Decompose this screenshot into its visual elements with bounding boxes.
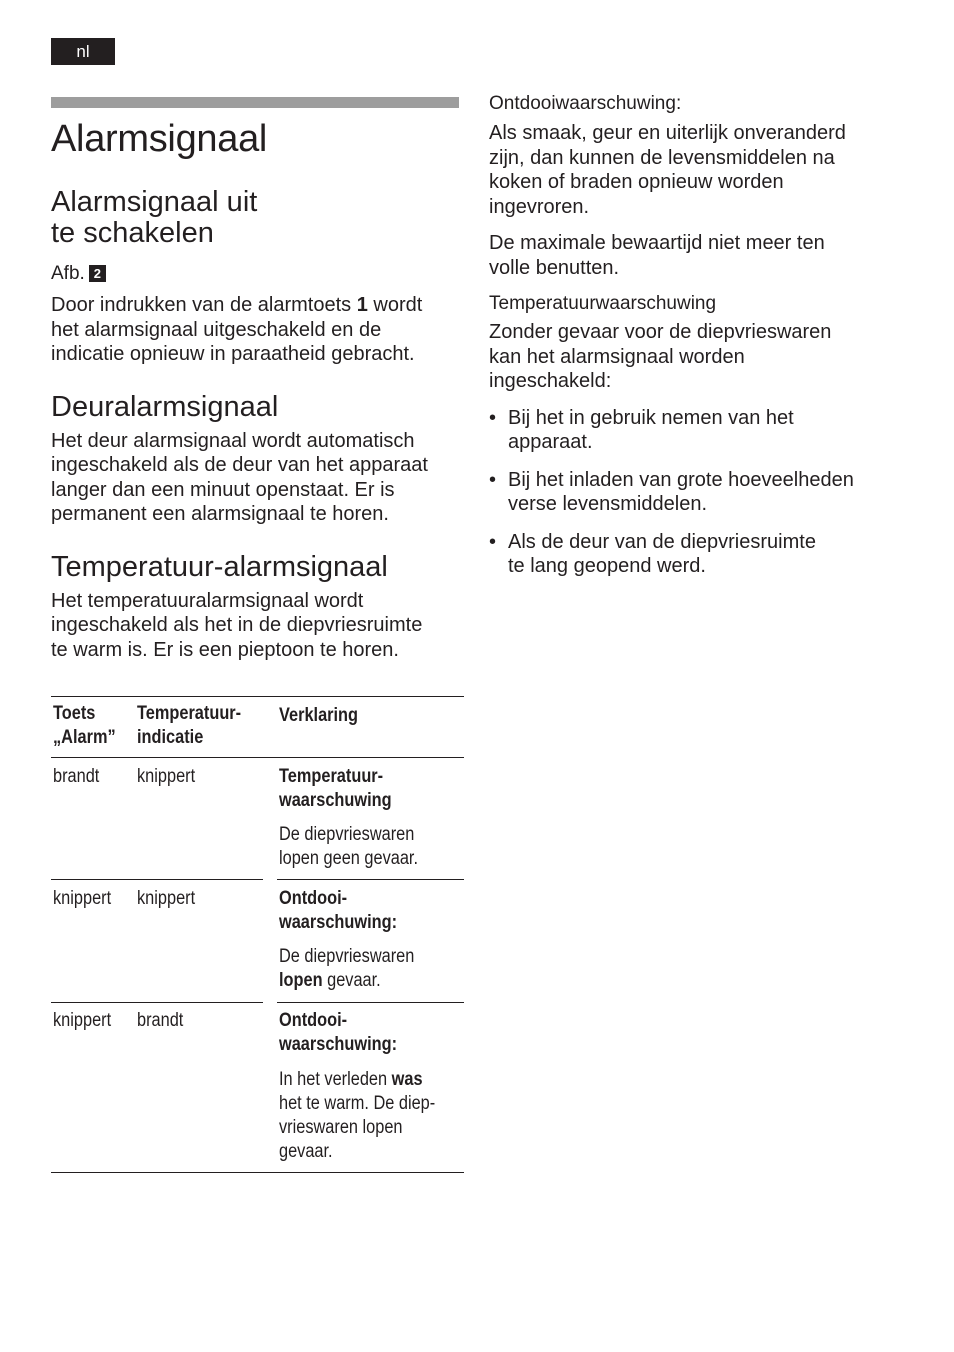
alarm-off-paragraph	[51, 293, 471, 367]
temperature-alarm-paragraph	[51, 589, 471, 663]
text-line: ingevroren.	[489, 195, 590, 218]
table-row-rule-left	[51, 1002, 263, 1003]
text-line: Door indrukken van de alarmtoets	[51, 294, 357, 316]
right-column	[489, 92, 909, 579]
list-item: • Als de deur van de diepvriesruimte te lang geopend werd.	[489, 530, 816, 577]
table-row-indicatie: knippert	[137, 766, 196, 787]
text-line: permanent een alarmsignaal te horen.	[51, 503, 389, 525]
text-line: Het deur alarmsignaal wordt automatisch	[51, 429, 415, 452]
table-row-rule-left	[51, 879, 263, 880]
text-line: het alarmsignaal uitgeschakeld en de	[51, 318, 382, 341]
figure-label: Afb.	[51, 263, 85, 284]
table-row-title: Temperatuur- waarschuwing	[279, 766, 392, 811]
left-column	[51, 112, 471, 662]
heading-alarm-off-line1: Alarmsignaal uit	[51, 186, 258, 218]
conditions-list	[489, 406, 909, 579]
text-line: De maximale bewaartijd niet meer ten	[489, 232, 825, 254]
table-row-description: De diepvrieswaren lopen geen gevaar.	[279, 824, 419, 869]
table-top-rule	[51, 696, 464, 697]
bullet-icon: •	[489, 468, 497, 491]
heading-door-alarm: Deuralarmsignaal	[51, 390, 279, 423]
list-item: • Bij het inladen van grote hoeveelheden verse levensmiddelen.	[489, 468, 854, 515]
alarm-key-number: 1	[356, 294, 368, 316]
table-bottom-rule	[51, 1172, 464, 1173]
table-row-toets: brandt	[53, 766, 100, 787]
text-line: volle benutten.	[489, 256, 620, 279]
table-header-indicatie: Temperatuur- indicatie	[137, 703, 242, 748]
table-header-toets: Toets „Alarm”	[53, 703, 116, 748]
text-line: kan het alarmsignaal worden	[489, 345, 745, 368]
text-line: koken of braden opnieuw worden	[489, 171, 784, 193]
table-header-rule	[51, 757, 464, 758]
table-row-indicatie: brandt	[137, 1010, 184, 1031]
table-row-title: Ontdooi- waarschuwing:	[279, 888, 398, 933]
table-row-title: Ontdooi- waarschuwing:	[279, 1010, 398, 1055]
page-title: Alarmsignaal	[51, 118, 268, 160]
table-row-rule-right	[277, 879, 464, 880]
heading-alarm-off	[51, 187, 471, 249]
temperature-warning-heading: Temperatuurwaarschuwing	[489, 293, 717, 314]
text-line: zijn, dan kunnen de levensmiddelen na	[489, 146, 835, 169]
section-rule	[51, 97, 459, 108]
thaw-warning-heading: Ontdooiwaarschuwing:	[489, 93, 682, 114]
bullet-icon: •	[489, 530, 497, 553]
language-tag: nl	[51, 38, 115, 65]
table-row-toets: knippert	[53, 1010, 112, 1031]
heading-temperature-alarm: Temperatuur-alarmsignaal	[51, 550, 388, 583]
text-line: ingeschakeld:	[489, 370, 612, 392]
thaw-warning-paragraph	[489, 121, 909, 219]
table-row-description: De diepvrieswaren lopen gevaar.	[279, 946, 415, 991]
text-line: ingeschakeld als de deur van het apparaat	[51, 454, 428, 476]
text-line: Als smaak, geur en uiterlijk onveranderd	[489, 122, 846, 144]
text-line: te warm is. Er is een pieptoon te horen.	[51, 638, 399, 661]
text-line: langer dan een minuut openstaat. Er is	[51, 478, 395, 501]
text-line: ingeschakeld als het in de diepvriesruimte	[51, 614, 423, 636]
figure-reference	[51, 262, 471, 286]
bullet-icon: •	[489, 406, 497, 429]
table-row-rule-right	[277, 1002, 464, 1003]
table-row-indicatie: knippert	[137, 888, 196, 909]
list-item: • Bij het in gebruik nemen van het apparaat.	[489, 406, 794, 453]
text-line: indicatie opnieuw in paraatheid gebracht.	[51, 343, 415, 365]
table-row-toets: knippert	[53, 888, 112, 909]
text-line: Zonder gevaar voor de diepvrieswaren	[489, 321, 832, 343]
temperature-warning-paragraph	[489, 320, 909, 394]
text-line: Het temperatuuralarmsignaal wordt	[51, 589, 364, 612]
storage-time-paragraph	[489, 231, 909, 280]
table-header-verklaring: Verklaring	[279, 705, 359, 726]
heading-alarm-off-line2: te schakelen	[51, 217, 214, 249]
table-row-description: In het verleden was het te warm. De diep- vrieswaren lopen gevaar.	[279, 1069, 436, 1162]
text-line: wordt	[367, 294, 423, 316]
door-alarm-paragraph	[51, 429, 471, 527]
figure-number-box: 2	[89, 265, 106, 282]
